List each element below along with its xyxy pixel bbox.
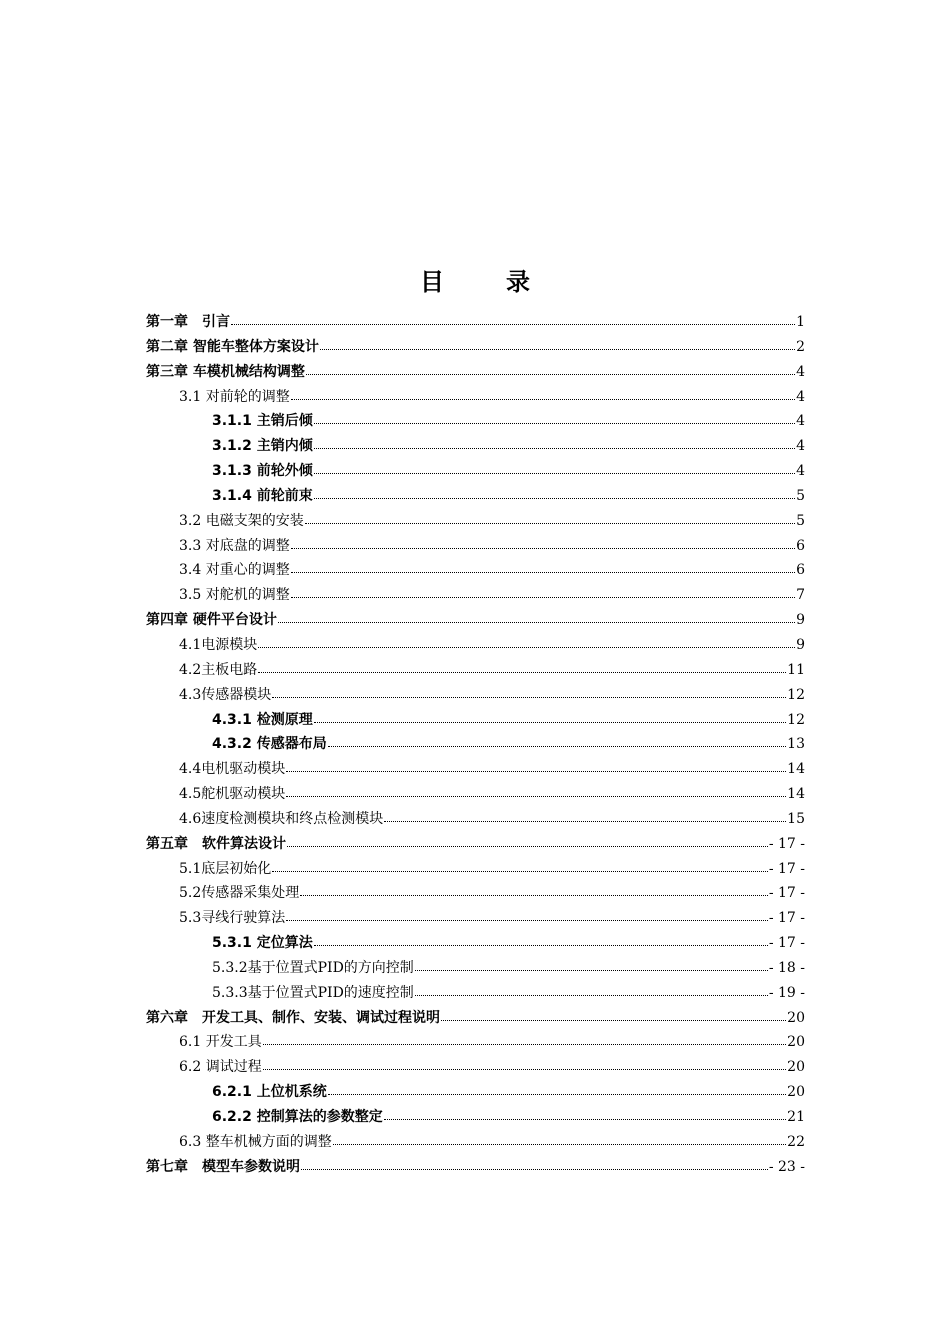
toc-entry-page-number: 22 <box>787 1133 805 1150</box>
toc-title <box>0 265 950 299</box>
toc-dot-leader <box>328 734 786 748</box>
toc-title-part2: 录 <box>506 268 530 296</box>
toc-entry-page-number: 5 <box>796 487 805 504</box>
toc-dot-leader <box>278 610 795 624</box>
toc-dot-leader <box>333 1132 786 1146</box>
toc-entry-label: 6.2.2 控制算法的参数整定 <box>212 1109 383 1125</box>
toc-entry[interactable] <box>146 981 805 1006</box>
toc-entry[interactable] <box>146 1030 805 1055</box>
toc-dot-leader <box>291 560 795 574</box>
toc-dot-leader <box>314 710 786 724</box>
toc-entry-label: 5.3.3基于位置式PID的速度控制 <box>212 984 414 1001</box>
toc-entry-label: 3.1.4 前轮前束 <box>212 487 313 504</box>
toc-entry-page-number: 13 <box>787 736 805 753</box>
toc-entry-page-number: 4 <box>796 413 805 430</box>
toc-entry[interactable] <box>146 807 805 832</box>
toc-dot-leader <box>314 933 768 947</box>
toc-entry[interactable] <box>146 1055 805 1080</box>
toc-entry-label: 第一章 引言 <box>146 314 230 330</box>
toc-entry[interactable] <box>146 385 805 410</box>
toc-entry-page-number: 1 <box>796 314 805 330</box>
toc-entry-label: 5.3.2基于位置式PID的方向控制 <box>212 959 414 976</box>
toc-dot-leader <box>314 486 795 500</box>
toc-entry[interactable] <box>146 782 805 807</box>
toc-entry-label: 3.1.2 主销内倾 <box>212 438 313 455</box>
toc-entry-label: 3.5 对舵机的调整 <box>179 587 290 604</box>
toc-dot-leader <box>263 1057 786 1071</box>
toc-entry-label: 第二章 智能车整体方案设计 <box>146 338 319 355</box>
toc-entry[interactable] <box>146 335 805 360</box>
toc-dot-leader <box>314 436 795 450</box>
toc-dot-leader <box>415 958 768 972</box>
toc-entry-page-number: 9 <box>796 636 805 653</box>
toc-dot-leader <box>320 337 795 351</box>
toc-entry-page-number: 20 <box>787 1084 805 1101</box>
toc-entry-label: 第七章 模型车参数说明 <box>146 1158 300 1175</box>
toc-dot-leader <box>287 834 768 848</box>
toc-entry[interactable] <box>146 708 805 733</box>
toc-dot-leader <box>415 983 768 997</box>
toc-entry[interactable] <box>146 956 805 981</box>
toc-entry-page-number: 12 <box>787 686 805 703</box>
toc-dot-leader <box>291 387 795 401</box>
toc-list <box>146 310 805 1180</box>
toc-entry-page-number: 4 <box>796 363 805 380</box>
toc-entry-page-number: 2 <box>796 338 805 355</box>
toc-entry[interactable] <box>146 608 805 633</box>
toc-entry-label: 4.3.1 检测原理 <box>212 711 313 728</box>
toc-entry-page-number: 11 <box>787 661 805 678</box>
toc-entry-page-number: 15 <box>787 810 805 827</box>
toc-entry-label: 6.1 开发工具 <box>179 1034 262 1051</box>
toc-dot-leader <box>286 784 786 798</box>
toc-entry-label: 3.4 对重心的调整 <box>179 562 290 579</box>
toc-entry[interactable] <box>146 434 805 459</box>
toc-entry-page-number: 4 <box>796 463 805 480</box>
toc-entry[interactable] <box>146 360 805 385</box>
toc-entry-label: 3.1.3 前轮外倾 <box>212 463 313 480</box>
toc-entry[interactable] <box>146 881 805 906</box>
toc-entry[interactable] <box>146 1130 805 1155</box>
toc-dot-leader <box>384 809 786 823</box>
toc-entry[interactable] <box>146 1155 805 1180</box>
toc-dot-leader <box>441 1008 786 1022</box>
toc-entry-label: 4.3.2 传感器布局 <box>212 736 327 753</box>
toc-dot-leader <box>328 1082 786 1096</box>
toc-entry-label: 6.3 整车机械方面的调整 <box>179 1133 332 1150</box>
toc-entry-label: 6.2.1 上位机系统 <box>212 1084 327 1101</box>
toc-dot-leader <box>258 635 795 649</box>
toc-entry-label: 4.6速度检测模块和终点检测模块 <box>179 810 384 827</box>
toc-entry-page-number: 20 <box>787 1059 805 1076</box>
toc-entry[interactable] <box>146 732 805 757</box>
toc-entry-page-number: - 17 - <box>768 835 805 852</box>
toc-entry[interactable] <box>146 534 805 559</box>
toc-dot-leader <box>291 585 795 599</box>
toc-entry[interactable] <box>146 583 805 608</box>
toc-entry-label: 4.3传感器模块 <box>179 686 272 703</box>
toc-entry[interactable] <box>146 857 805 882</box>
toc-entry-page-number: - 18 - <box>768 959 805 976</box>
toc-entry[interactable] <box>146 658 805 683</box>
toc-entry[interactable] <box>146 683 805 708</box>
toc-entry-page-number: - 17 - <box>768 910 805 927</box>
toc-entry-page-number: 6 <box>796 562 805 579</box>
toc-dot-leader <box>314 411 795 425</box>
toc-entry-label: 3.2 电磁支架的安装 <box>179 512 304 529</box>
toc-entry-label: 4.4电机驱动模块 <box>179 761 286 778</box>
toc-entry-label: 3.1.1 主销后倾 <box>212 413 313 430</box>
toc-dot-leader <box>301 1157 768 1171</box>
toc-dot-leader <box>314 461 795 475</box>
toc-entry-label: 3.1 对前轮的调整 <box>179 388 290 405</box>
toc-dot-leader <box>272 685 786 699</box>
toc-entry[interactable] <box>146 1105 805 1130</box>
toc-title-part1: 目 <box>420 268 444 296</box>
toc-entry-page-number: 5 <box>796 512 805 529</box>
toc-entry[interactable] <box>146 633 805 658</box>
toc-dot-leader <box>263 1032 786 1046</box>
toc-entry-page-number: 20 <box>787 1034 805 1051</box>
toc-entry-label: 3.3 对底盘的调整 <box>179 537 290 554</box>
toc-entry[interactable] <box>146 310 805 335</box>
toc-entry-page-number: - 19 - <box>768 984 805 1001</box>
toc-entry-label: 5.3寻线行驶算法 <box>179 910 286 927</box>
toc-entry-label: 4.2主板电路 <box>179 661 258 678</box>
toc-entry[interactable] <box>146 931 805 956</box>
toc-entry-page-number: 12 <box>787 711 805 728</box>
toc-entry-page-number: 14 <box>787 786 805 803</box>
toc-entry-page-number: 4 <box>796 438 805 455</box>
toc-entry-label: 第六章 开发工具、制作、安装、调试过程说明 <box>146 1009 440 1026</box>
toc-entry[interactable] <box>146 1080 805 1105</box>
toc-entry[interactable] <box>146 459 805 484</box>
toc-entry-label: 5.1底层初始化 <box>179 860 272 877</box>
toc-entry-page-number: 21 <box>787 1109 805 1125</box>
toc-dot-leader <box>231 312 795 326</box>
toc-entry-label: 第四章 硬件平台设计 <box>146 612 277 629</box>
toc-entry-page-number: - 17 - <box>768 860 805 877</box>
toc-dot-leader <box>272 859 768 873</box>
toc-entry-page-number: 6 <box>796 537 805 554</box>
toc-dot-leader <box>305 511 795 525</box>
toc-entry[interactable] <box>146 832 805 857</box>
toc-entry-label: 第三章 车模机械结构调整 <box>146 363 305 380</box>
toc-dot-leader <box>306 362 795 376</box>
toc-entry-page-number: - 17 - <box>768 935 805 952</box>
toc-entry-page-number: 14 <box>787 761 805 778</box>
toc-entry-page-number: - 17 - <box>768 885 805 902</box>
toc-dot-leader <box>286 759 786 773</box>
toc-entry-label: 4.5舵机驱动模块 <box>179 786 286 803</box>
toc-entry-page-number: 20 <box>787 1009 805 1026</box>
toc-dot-leader <box>300 883 768 897</box>
toc-entry[interactable] <box>146 484 805 509</box>
toc-entry-label: 4.1电源模块 <box>179 636 258 653</box>
toc-dot-leader <box>286 908 768 922</box>
toc-entry[interactable] <box>146 509 805 534</box>
toc-dot-leader <box>291 536 795 550</box>
toc-entry-page-number: - 23 - <box>768 1158 805 1175</box>
toc-dot-leader <box>258 660 786 674</box>
toc-entry-page-number: 9 <box>796 612 805 629</box>
toc-entry-label: 6.2 调试过程 <box>179 1059 262 1076</box>
toc-entry-label: 5.3.1 定位算法 <box>212 935 313 952</box>
toc-entry-page-number: 7 <box>796 587 805 604</box>
toc-entry[interactable] <box>146 1006 805 1031</box>
toc-entry-page-number: 4 <box>796 388 805 405</box>
toc-entry[interactable] <box>146 558 805 583</box>
toc-entry[interactable] <box>146 409 805 434</box>
toc-entry[interactable] <box>146 757 805 782</box>
toc-entry-label: 5.2传感器采集处理 <box>179 885 300 902</box>
toc-entry-label: 第五章 软件算法设计 <box>146 835 286 852</box>
toc-dot-leader <box>384 1107 786 1121</box>
toc-entry[interactable] <box>146 906 805 931</box>
